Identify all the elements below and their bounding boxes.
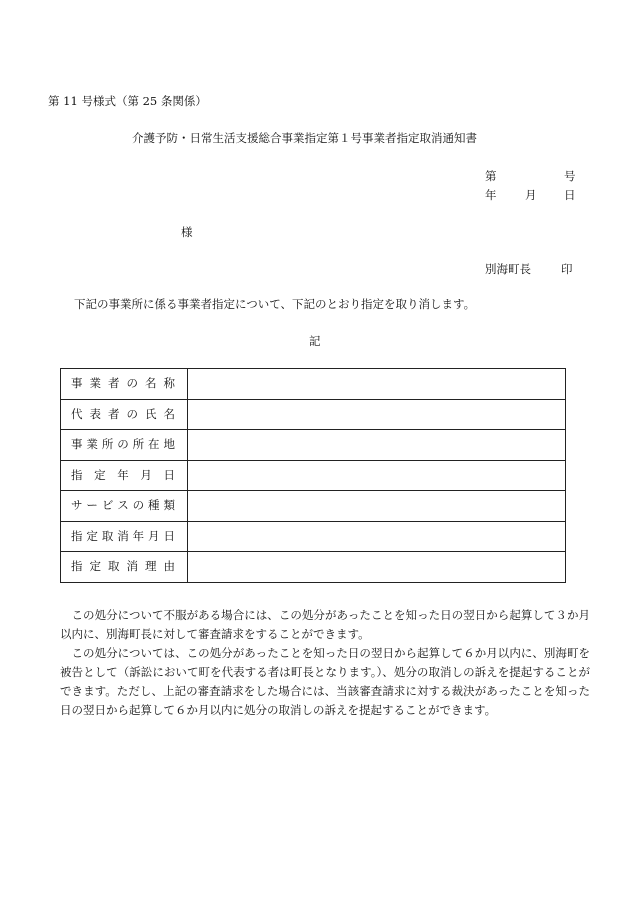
row-label: 代 表 者 の 氏 名 (71, 406, 175, 421)
row-value[interactable] (188, 552, 566, 583)
appeal-notice: この処分について不服がある場合には、この処分があったことを知った日の翌日から起算して３か月以内に、別海町長に対して審査請求をすることができます。 (60, 608, 590, 641)
row-value[interactable] (188, 521, 566, 552)
table-row (61, 552, 566, 583)
row-label: サ ー ビ ス の 種 類 (71, 498, 175, 512)
row-label-cell (61, 399, 188, 430)
row-value[interactable] (188, 430, 566, 461)
table-row (61, 430, 566, 461)
row-label-cell (61, 430, 188, 461)
table-row (61, 460, 566, 491)
row-label-cell (61, 521, 188, 552)
row-value[interactable] (188, 369, 566, 400)
row-value[interactable] (188, 491, 566, 522)
row-label-cell (61, 460, 188, 491)
lead-text: 下記の事業所に係る事業者指定について、下記のとおり指定を取り消します。 (74, 297, 476, 311)
date-month: 月 (525, 188, 537, 202)
row-label: 事 業 者 の 名 称 (71, 376, 175, 390)
date-day: 日 (564, 188, 576, 202)
row-label: 指 定 取 消 年 月 日 (71, 528, 175, 543)
issuer-name: 別海町長 (485, 262, 531, 276)
lawsuit-notice: この処分については、この処分があったことを知った日の翌日から起算して６か月以内に、別海町を被告として（訴訟において町を代表する者は町長となります。）、処分の取消しの訴えを提起することができます。ただし、上記の審査請求をした場合には、当該審査請求に対する裁決があったことを知った日の翌日から起算して６か月以内に処分の取消しの訴えを提起することができます。 (60, 646, 590, 717)
table-row (61, 369, 566, 400)
details-table (60, 368, 566, 583)
ki-heading: 記 (309, 334, 321, 348)
row-label: 指 定 取 消 理 由 (71, 559, 175, 573)
form-number: 第 11 号様式（第 25 条関係） (48, 94, 207, 108)
row-label-cell (61, 552, 188, 583)
addressee: 様 (181, 225, 193, 239)
row-label-cell (61, 491, 188, 522)
seal-mark: 印 (561, 262, 573, 276)
table-row (61, 491, 566, 522)
row-label: 事 業 所 の 所 在 地 (71, 437, 175, 451)
row-label: 指 定 年 月 日 (71, 467, 175, 482)
table-row (61, 399, 566, 430)
number-prefix: 第 (485, 169, 497, 183)
number-suffix: 号 (564, 169, 576, 183)
row-label-cell (61, 369, 188, 400)
row-value[interactable] (188, 399, 566, 430)
row-value[interactable] (188, 460, 566, 491)
document-title: 介護予防・日常生活支援総合事業指定第１号事業者指定取消通知書 (132, 131, 477, 145)
date-year: 年 (485, 188, 497, 202)
table-row (61, 521, 566, 552)
